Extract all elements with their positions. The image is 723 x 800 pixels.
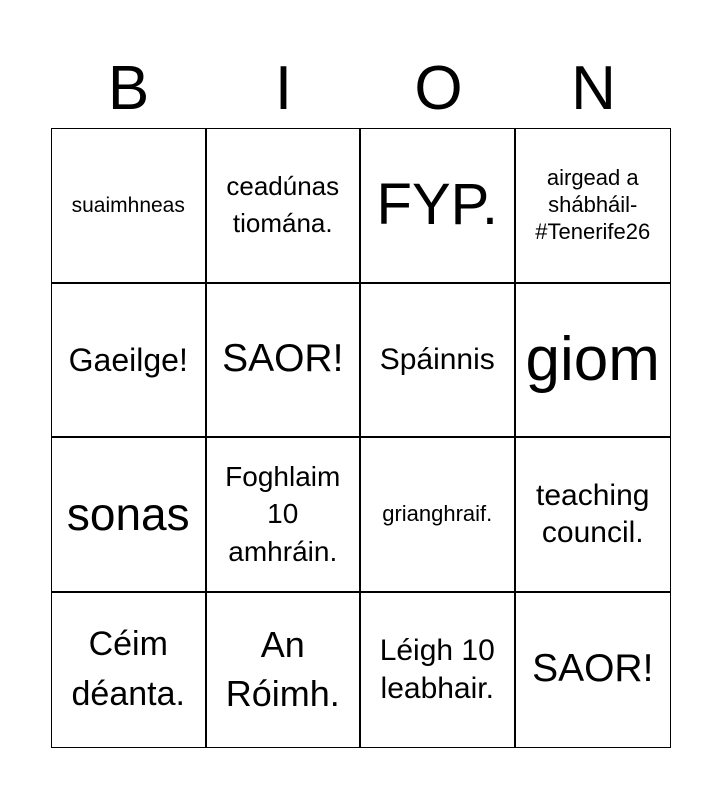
bingo-cell[interactable] xyxy=(361,284,516,439)
title-letter-i: I xyxy=(274,54,293,123)
bingo-cell[interactable] xyxy=(516,593,671,748)
cell-text: Spáinnis xyxy=(379,343,495,376)
bingo-cell[interactable] xyxy=(361,129,516,284)
cell-text: teaching council. xyxy=(536,478,650,550)
bingo-title xyxy=(51,50,671,128)
bingo-cell[interactable] xyxy=(52,593,207,748)
bingo-board xyxy=(51,128,671,748)
cell-text: Foghlaim 10 amhráin. xyxy=(225,460,341,568)
title-letter-o: O xyxy=(414,54,463,123)
cell-text: suaimhneas xyxy=(71,193,185,217)
title-letter-b: B xyxy=(107,54,150,123)
cell-text: Céim déanta. xyxy=(71,625,185,713)
bingo-cell[interactable] xyxy=(516,284,671,439)
cell-text: SAOR! xyxy=(532,647,654,691)
bingo-cell[interactable] xyxy=(361,438,516,593)
bingo-cell[interactable] xyxy=(207,438,362,593)
bingo-cell[interactable] xyxy=(361,593,516,748)
bingo-cell[interactable] xyxy=(207,284,362,439)
bingo-cell[interactable] xyxy=(207,129,362,284)
bingo-cell[interactable] xyxy=(207,593,362,748)
bingo-cell[interactable] xyxy=(516,438,671,593)
bingo-cell[interactable] xyxy=(516,129,671,284)
cell-text: Gaeilge! xyxy=(68,341,188,378)
title-letter-n: N xyxy=(571,54,616,123)
bingo-cell[interactable] xyxy=(52,438,207,593)
bingo-cell[interactable] xyxy=(52,284,207,439)
cell-text: sonas xyxy=(66,487,190,540)
bingo-cell[interactable] xyxy=(52,129,207,284)
cell-text: grianghraif. xyxy=(382,500,493,526)
cell-text: FYP. xyxy=(376,171,498,237)
cell-text: SAOR! xyxy=(222,337,344,381)
cell-text: ceadúnas tiomána. xyxy=(226,170,340,239)
cell-text: giom xyxy=(525,324,660,394)
cell-text: Léigh 10 leabhair. xyxy=(379,634,495,705)
cell-text: airgead a shábháil- #Tenerife26 xyxy=(535,165,651,244)
cell-text: An Róimh. xyxy=(225,624,340,714)
